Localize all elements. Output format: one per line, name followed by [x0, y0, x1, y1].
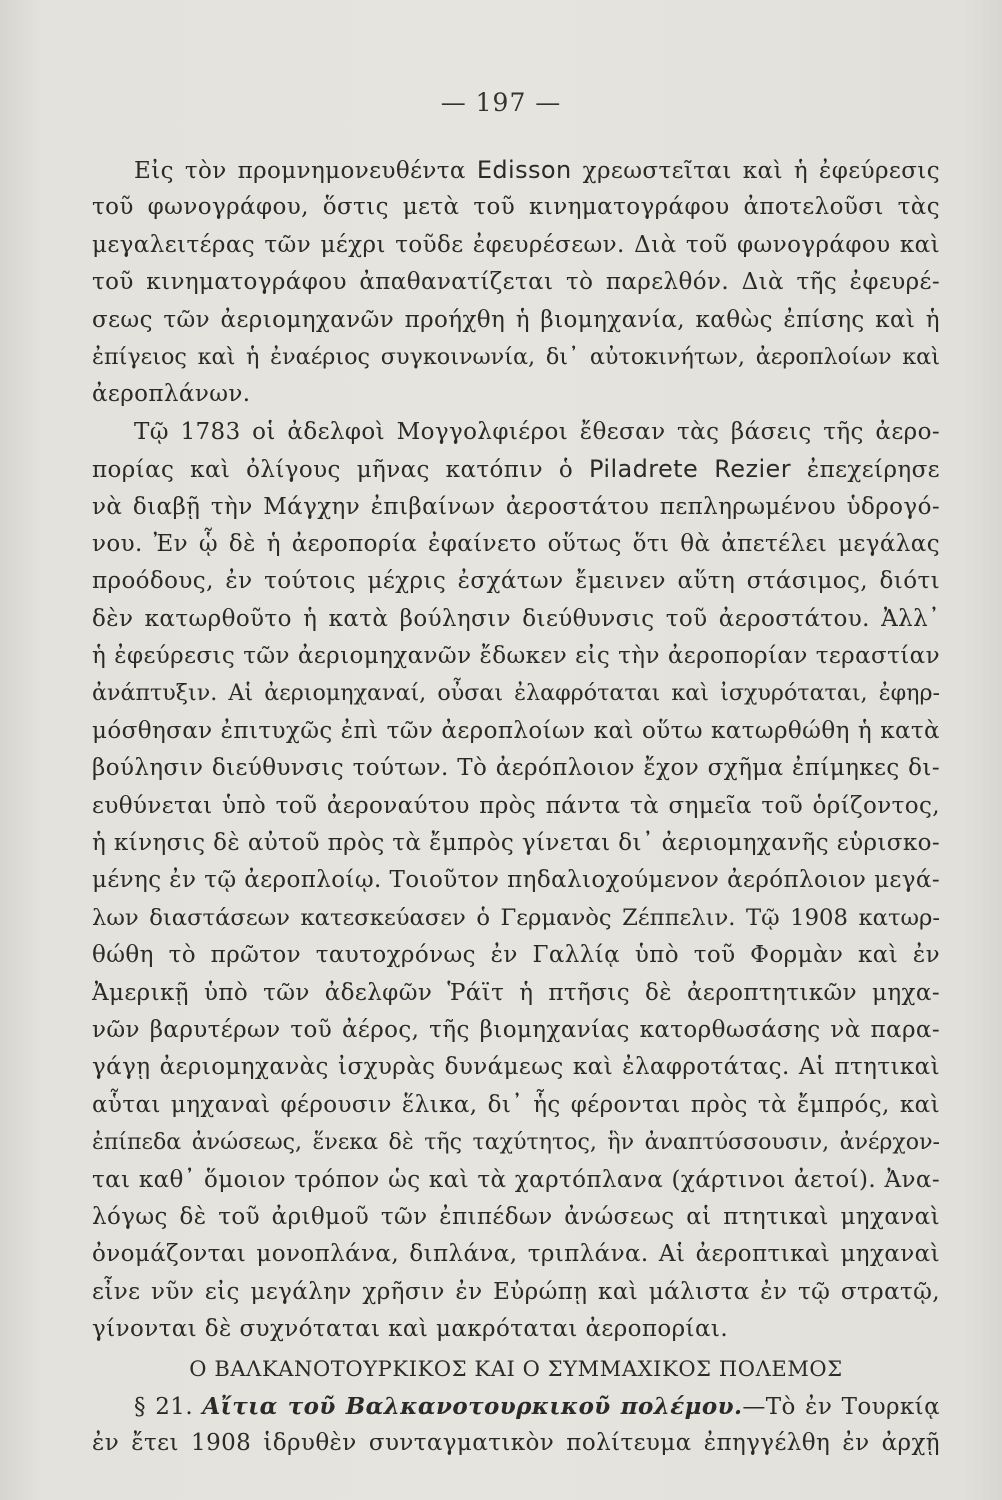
text-line: νὰ διαβῇ τὴν Μάγχην ἐπιβαίνων ἀεροστάτου πεπληρωμένου ὑδρογό-: [92, 493, 940, 520]
text-line: ἀεροπλάνων.: [92, 381, 251, 408]
text-span: πορίας καὶ ὀλίγους μῆνας κατόπιν ὁ: [92, 457, 574, 484]
text-line: εἶνε νῦν εἰς μεγάλην χρῆσιν ἐν Εὐρώπῃ καὶ μάλιστα ἐν τῷ στρατῷ,: [92, 1278, 940, 1305]
name-edisson: Edisson: [476, 156, 572, 184]
text-span: ἐπεχείρησε: [806, 457, 940, 484]
text-line: λόγως δὲ τοῦ ἀριθμοῦ τῶν ἐπιπέδων ἀνώσεως αἱ πτητικαὶ μηχαναὶ: [92, 1203, 940, 1230]
text-line: θώθη τὸ πρῶτον ταυτοχρόνως ἐν Γαλλίᾳ ὑπὸ τοῦ Φορμὰν καὶ ἐν: [92, 942, 940, 969]
text-line: νῶν βαρυτέρων τοῦ ἀέρος, τῆς βιομηχανίας κατορθωσάσης νὰ παρα-: [92, 1016, 940, 1043]
paragraph-number: § 21.: [134, 1393, 194, 1420]
text-line: δὲν κατωρθοῦτο ἡ κατὰ βούλησιν διεύθυνσις τοῦ ἀεροστάτου. Ἀλλ᾽: [92, 605, 940, 632]
text-line: ὀνομάζονται μονοπλάνα, διπλάνα, τριπλάνα. Αἱ ἀεροπτικαὶ μηχαναὶ: [92, 1241, 940, 1268]
text-line: Ἀμερικῇ ὑπὸ τῶν ἀδελφῶν Ῥάϊτ ἡ πτῆσις δὲ ἀεροπτητικῶν μηχα-: [92, 979, 940, 1006]
text-line: [92, 451, 940, 488]
text-line: μένης ἐν τῷ ἀεροπλοίῳ. Τοιοῦτον πηδαλιοχούμενον ἀερόπλοιον μεγά-: [92, 867, 940, 894]
text-line: ἡ κίνησις δὲ αὐτοῦ πρὸς τὰ ἔμπρὸς γίνεται δι᾽ ἀεριομηχανῆς εὑρισκο-: [92, 830, 941, 857]
text-line: [92, 152, 940, 189]
text-span: χρεωστεῖται καὶ ἡ ἐφεύρεσις: [582, 158, 940, 184]
text-line: προόδους, ἐν τούτοις μέχρις ἐσχάτων ἔμεινεν αὕτη στάσιμος, διότι: [92, 568, 940, 595]
text-line: Τῷ 1783 οἱ ἀδελφοὶ Μογγολφιέροι ἔθεσαν τὰς βάσεις τῆς ἀερο-: [134, 418, 940, 445]
text-line: γάγῃ ἀεριομηχανὰς ἰσχυρὰς δυνάμεως καὶ ἐλαφροτάτας. Αἱ πτητικαὶ: [92, 1054, 940, 1081]
text-line: αὗται μηχαναὶ φέρουσιν ἕλικα, δι᾽ ἧς φέρονται πρὸς τὰ ἔμπρός, καὶ: [92, 1091, 940, 1118]
text-line: μεγαλειτέρας τῶν μέχρι τοῦδε ἐφευρέσεων. Διὰ τοῦ φωνογράφου καὶ: [92, 231, 940, 258]
text-line: τοῦ φωνογράφου, ὅστις μετὰ τοῦ κινηματογράφου ἀποτελοῦσι τὰς: [92, 194, 940, 221]
text-line: ἡ ἐφεύρεσις τῶν ἀεριομηχανῶν ἔδωκεν εἰς τὴν ἀεροπορίαν τεραστίαν: [92, 643, 940, 670]
text-line: ἐπίπεδα ἀνώσεως, ἕνεκα δὲ τῆς ταχύτητος, ἣν ἀναπτύσσουσιν, ἀνέρχον-: [92, 1129, 940, 1156]
name-piladrete-rezier: Piladrete Rezier: [589, 455, 791, 484]
text-span: —Τὸ ἐν Τουρκίᾳ: [742, 1393, 941, 1420]
text-line: ται καθ᾽ ὅμοιον τρόπον ὡς καὶ τὰ χαρτόπλανα (χάρτινοι ἀετοί). Ἀνα-: [92, 1166, 940, 1193]
text-line: γίνονται δὲ συχνόταται καὶ μακρόταται ἀεροπορίαι.: [92, 1316, 729, 1343]
section-heading: Ο ΒΑΛΚΑΝΟΤΟΥΡΚΙΚΟΣ ΚΑΙ Ο ΣΥΜΜΑΧΙΚΟΣ ΠΟΛΕΜΟΣ: [189, 1356, 843, 1381]
text-line: σεως τῶν ἀεριομηχανῶν προήχθη ἡ βιομηχανία, καθὼς ἐπίσης καὶ ἡ: [92, 306, 940, 333]
paragraph-title: Αἴτια τοῦ Βαλκανοτουρκικοῦ πολέμου.: [202, 1392, 743, 1420]
page-number: — 197 —: [440, 88, 562, 117]
text-line: ἐπίγειος καὶ ἡ ἐναέριος συγκοινωνία, δι᾽ αὐτοκινήτων, ἀεροπλοίων καὶ: [92, 343, 940, 370]
text-line: βούλησιν διεύθυνσις τούτων. Τὸ ἀερόπλοιον ἔχον σχῆμα ἐπίμηκες δι-: [92, 755, 940, 782]
text-line: τοῦ κινηματογράφου ἀπαθανατίζεται τὸ παρελθόν. Διὰ τῆς ἐφευρέ-: [92, 269, 940, 296]
paragraph-heading-line: [92, 1388, 940, 1425]
text-line: ἀνάπτυξιν. Αἱ ἀεριομηχαναί, οὖσαι ἐλαφρόταται καὶ ἰσχυρόταται, ἐφηρ-: [92, 680, 940, 707]
text-line: ευθύνεται ὑπὸ τοῦ ἀεροναύτου πρὸς πάντα τὰ σημεῖα τοῦ ὁρίζοντος,: [92, 792, 940, 819]
text-line: νου. Ἐν ᾧ δὲ ἡ ἀεροπορία ἐφαίνετο οὕτως ὅτι θὰ ἀπετέλει μεγάλας: [92, 530, 940, 557]
text-line: μόσθησαν ἐπιτυχῶς ἐπὶ τῶν ἀεροπλοίων καὶ οὕτω κατωρθώθη ἡ κατὰ: [92, 717, 940, 744]
text-span: Εἰς τὸν προμνημονευθέντα: [134, 158, 466, 184]
text-line: ἐν ἔτει 1908 ἱδρυθὲν συνταγματικὸν πολίτευμα ἐπηγγέλθη ἐν ἀρχῇ: [92, 1430, 940, 1457]
body-text: [92, 152, 940, 1463]
text-line: λων διαστάσεων κατεσκεύασεν ὁ Γερμανὸς Ζέππελιν. Τῷ 1908 κατωρ-: [92, 904, 940, 931]
